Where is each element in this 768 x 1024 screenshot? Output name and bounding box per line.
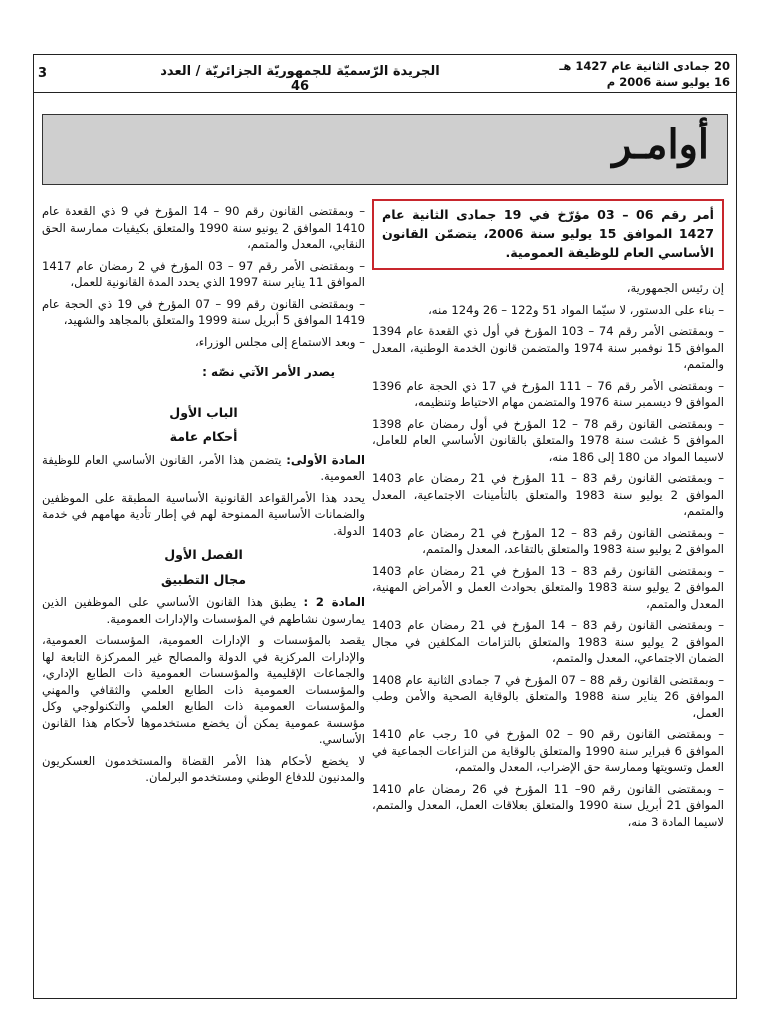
paragraph: – وبمقتضى الأمر رقم 76 – 111 المؤرخ في 17 ذي الحجة عام 1396 الموافق 9 ديسمبر سنة 1976 والمتضمن مهام الاحتياط وتنظيمه، [372, 378, 725, 409]
paragraph: إن رئيس الجمهورية، [626, 281, 724, 295]
paragraph: – وبمقتضى القانون رقم 90– 11 المؤرخ في 26 رمضان عام 1410 الموافق 21 أبريل سنة 1990 والمتعلق بعلاقات العمل، المعدل والمتمم، لاسيما المادة 3 منه، [372, 781, 724, 829]
order-title-box: أمر رقم 06 – 03 مؤرّخ في 19 جمادى الثانية عام 1427 الموافق 15 يوليو سنة 2006، يتضمّن القانون الأساسي العام للوظيفة العمومية. [372, 199, 724, 270]
paragraph: – وبمقتضى القانون رقم 90 – 14 المؤرخ في 9 ذي القعدة عام 1410 الموافق 2 يونيو سنة 1990 والمتعلق بكيفيات ممارسة الحق النقابي، المعدل والمتمم، [42, 204, 366, 251]
paragraph: – وبمقتضى القانون رقم 78 – 12 المؤرخ في أول رمضان عام 1398 الموافق 5 غشت سنة 1978 والمتعلق بالقانون الأساسي العام للعامل، لاسيما المواد من 180 إلى 186 منه، [372, 416, 724, 464]
paragraph: – وبمقتضى الأمر رقم 97 – 03 المؤرخ في 2 رمضان عام 1417 الموافق 11 يناير سنة 1997 الذي يحدد المدة القانونية للعمل، [42, 258, 365, 289]
article-2-text: يطبق هذا القانون الأساسي على الموظفين الذين يمارسون نشاطهم في المؤسسات والإدارات العمومية. [42, 595, 365, 626]
chapter-subtitle: مجال التطبيق [160, 571, 246, 587]
paragraph: – وبمقتضى القانون رقم 90 – 02 المؤرخ في 10 رجب عام 1410 الموافق 6 فبراير سنة 1990 والمتعلق بالوقاية من النزاعات الجماعية في العمل وتسويتها وممارسة حق الإضراب، المعدل والمتمم، [372, 727, 725, 774]
left-column [42, 203, 365, 791]
page-number: 3 [38, 66, 48, 81]
chapter-title: الفصل الأول [164, 547, 243, 562]
issue-date-gregorian: 16 يوليو سنة 2006 م [606, 75, 730, 89]
part-title: الباب الأول [169, 404, 238, 420]
paragraph: – بناء على الدستور، لا سيّما المواد 51 و122 – 26 و124 منه، [428, 302, 724, 317]
section-banner [42, 114, 728, 185]
paragraph: – وبمقتضى القانون رقم 83 – 13 المؤرخ في 21 رمضان عام 1403 الموافق 2 يوليو سنة 1983 والمتعلق بحوادث العمل و الأمراض المهنية، المعدل والمتمم، [372, 563, 725, 611]
paragraph: – وبمقتضى القانون رقم 83 – 14 المؤرخ في 21 رمضان عام 1403 الموافق 2 يوليو سنة 1983 والمتعلق بالتزامات المكلفين في مجال الضمان الاجتماعي، المعدل والمتمم، [372, 618, 725, 665]
paragraph: – وبمقتضى الأمر رقم 74 – 103 المؤرخ في أول ذي القعدة عام 1394 الموافق 15 نوفمبر سنة 1974 والمتضمن قانون الخدمة الوطنية، المعدل والمتمم، [372, 324, 725, 371]
paragraph: – وبعد الاستماع إلى مجلس الوزراء، [194, 334, 365, 349]
paragraph: – وبمقتضى القانون رقم 83 – 11 المؤرخ في 21 رمضان عام 1403 الموافق 2 يوليو سنة 1983 والمتعلق بالتأمينات الاجتماعية، المعدل والمتمم، [372, 471, 725, 518]
article-2-label: المادة 2 : [303, 595, 365, 609]
part-subtitle: أحكام عامة [169, 429, 238, 444]
issuance-line: يصدر الأمر الآتي نصّه : [202, 365, 335, 379]
article-2 [42, 594, 365, 627]
paragraph: لا يخضع لأحكام هذا الأمر القضاة والمستخدمون العسكريون والمدنيون للدفاع الوطني ومستخدمو البرلمان. [42, 753, 365, 784]
article-1 [42, 452, 365, 485]
paragraph: – وبمقتضى القانون رقم 88 – 07 المؤرخ في 7 جمادى الثانية عام 1408 الموافق 26 يناير سنة 1988 والمتعلق بالوقاية الصحية والأمن وطب العمل، [372, 672, 724, 720]
paragraph: – وبمقتضى القانون رقم 83 – 12 المؤرخ في 21 رمضان عام 1403 الموافق 2 يوليو سنة 1983 والمتعلق بالتقاعد، المعدل والمتمم، [372, 525, 725, 556]
article-1-text: يتضمن هذا الأمر، القانون الأساسي العام للوظيفة العمومية. [42, 452, 365, 483]
issue-date-hijri: 20 جمادى الثانية عام 1427 هـ [559, 59, 730, 73]
paragraph: – وبمقتضى القانون رقم 99 – 07 المؤرخ في 19 ذي الحجة عام 1419 الموافق 5 أبريل سنة 1999 والمتعلق بالمجاهد والشهيد، [42, 296, 366, 327]
paragraph: يحدد هذا الأمرالقواعد القانونية الأساسية المطبقة على الموظفين والضمانات الأساسية الممنوحة لهم في إطار تأدية مهامهم في خدمة الدولة. [42, 490, 365, 538]
article-1-label: المادة الأولى: [286, 452, 365, 467]
section-title: أوامـر [612, 121, 709, 168]
journal-title: الجريدة الرّسميّة للجمهوريّة الجزائريّة / العدد 46 [160, 64, 440, 94]
paragraph: يقصد بالمؤسسات و الإدارات العمومية، المؤسسات العمومية، والإدارات المركزية في الدولة والمصالح غير الممركزة التابعة لها والجماعات الإقليمية والمؤسسات العمومية ذات الطابع الإداري، والمؤسسات العمومية ذات الطابع العلمي والثقافي والمهني والمؤسسات العمومية ذات الطابع العلمي والتكنولوجي وكل مؤسسة عمومية يمكن أن يخضع مستخدموها لأحكام هذا القانون الأساسي. [42, 633, 365, 746]
right-column [372, 199, 724, 835]
issue-date [530, 58, 730, 90]
